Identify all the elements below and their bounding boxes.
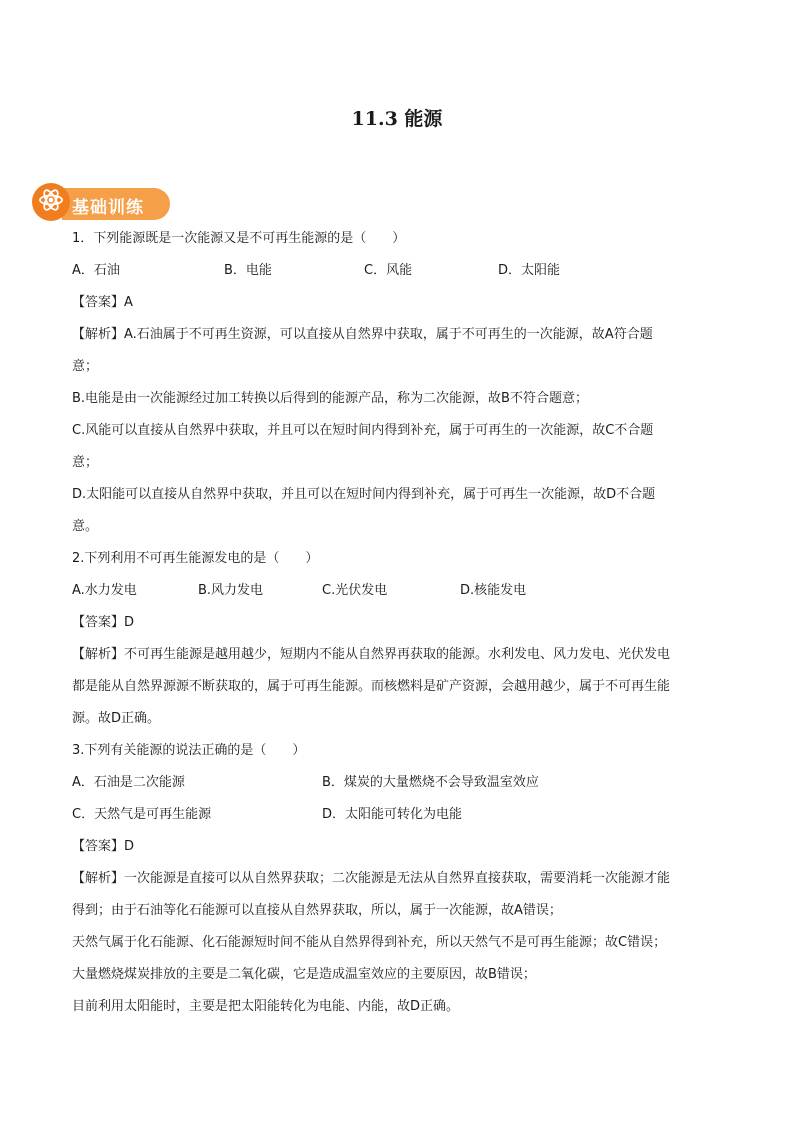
q2-option-d: D.核能发电 xyxy=(460,583,527,598)
q1-analysis-line: B.电能是由一次能源经过加工转换以后得到的能源产品，称为二次能源，故B不符合题意； xyxy=(72,391,588,406)
q3-analysis-line: 目前利用太阳能时，主要是把太阳能转化为电能、内能，故D正确。 xyxy=(72,999,460,1014)
q1-analysis-line: 【解析】A.石油属于不可再生资源，可以直接从自然界中获取，属于不可再生的一次能源，故A符合题 xyxy=(72,327,653,342)
q2-analysis-line: 【解析】不可再生能源是越用越少，短期内不能从自然界再获取的能源。水利发电、风力发电、光伏发电 xyxy=(72,647,671,662)
q1-analysis-line: C.风能可以直接从自然界中获取，并且可以在短时间内得到补充，属于可再生的一次能源，故C不合题 xyxy=(72,423,654,438)
q3-analysis-line: 天然气属于化石能源、化石能源短时间不能从自然界得到补充，所以天然气不是可再生能源；故C错误； xyxy=(72,935,667,950)
q1-option-c: C．风能 xyxy=(364,263,413,278)
q3-option-b: B．煤炭的大量燃烧不会导致温室效应 xyxy=(322,775,539,790)
q1-option-b: B．电能 xyxy=(224,263,272,278)
q1-analysis-line: 意； xyxy=(72,455,99,470)
q1-option-a: A．石油 xyxy=(72,263,120,278)
q3-analysis-line: 【解析】一次能源是直接可以从自然界获取；二次能源是无法从自然界直接获取，需要消耗一次能源才能 xyxy=(72,871,671,886)
q1-answer: 【答案】A xyxy=(72,295,133,310)
page-title: 11.3 能源 xyxy=(351,108,443,130)
atom-icon xyxy=(37,186,65,218)
q2-answer: 【答案】D xyxy=(72,615,135,630)
q3-stem: 3.下列有关能源的说法正确的是（ ） xyxy=(72,743,306,758)
q1-analysis-line: 意。 xyxy=(72,519,99,534)
q3-option-d: D．太阳能可转化为电能 xyxy=(322,807,463,822)
section-label: 基础训练 xyxy=(72,198,144,218)
q3-answer: 【答案】D xyxy=(72,839,135,854)
q1-option-d: D．太阳能 xyxy=(498,263,561,278)
q2-option-b: B.风力发电 xyxy=(198,583,264,598)
q1-analysis-line: D.太阳能可以直接从自然界中获取，并且可以在短时间内得到补充，属于可再生一次能源，故D不合题 xyxy=(72,487,656,502)
q2-option-c: C.光伏发电 xyxy=(322,583,388,598)
q2-analysis-line: 都是能从自然界源源不断获取的，属于可再生能源。而核燃料是矿产资源，会越用越少，属于不可再生能 xyxy=(72,679,671,694)
q3-analysis-line: 得到；由于石油等化石能源可以直接从自然界获取，所以，属于一次能源，故A错误； xyxy=(72,903,562,918)
q2-stem: 2.下列利用不可再生能源发电的是（ ） xyxy=(72,551,319,566)
q2-option-a: A.水力发电 xyxy=(72,583,137,598)
section-badge xyxy=(32,183,172,221)
q3-analysis-line: 大量燃烧煤炭排放的主要是二氧化碳，它是造成温室效应的主要原因，故B错误； xyxy=(72,967,536,982)
q1-analysis-line: 意； xyxy=(72,359,99,374)
q1-stem: 1．下列能源既是一次能源又是不可再生能源的是（ ） xyxy=(72,231,406,246)
q2-analysis-line: 源。故D正确。 xyxy=(72,711,161,726)
q3-option-a: A．石油是二次能源 xyxy=(72,775,185,790)
badge-circle xyxy=(32,183,70,221)
q3-option-c: C．天然气是可再生能源 xyxy=(72,807,212,822)
